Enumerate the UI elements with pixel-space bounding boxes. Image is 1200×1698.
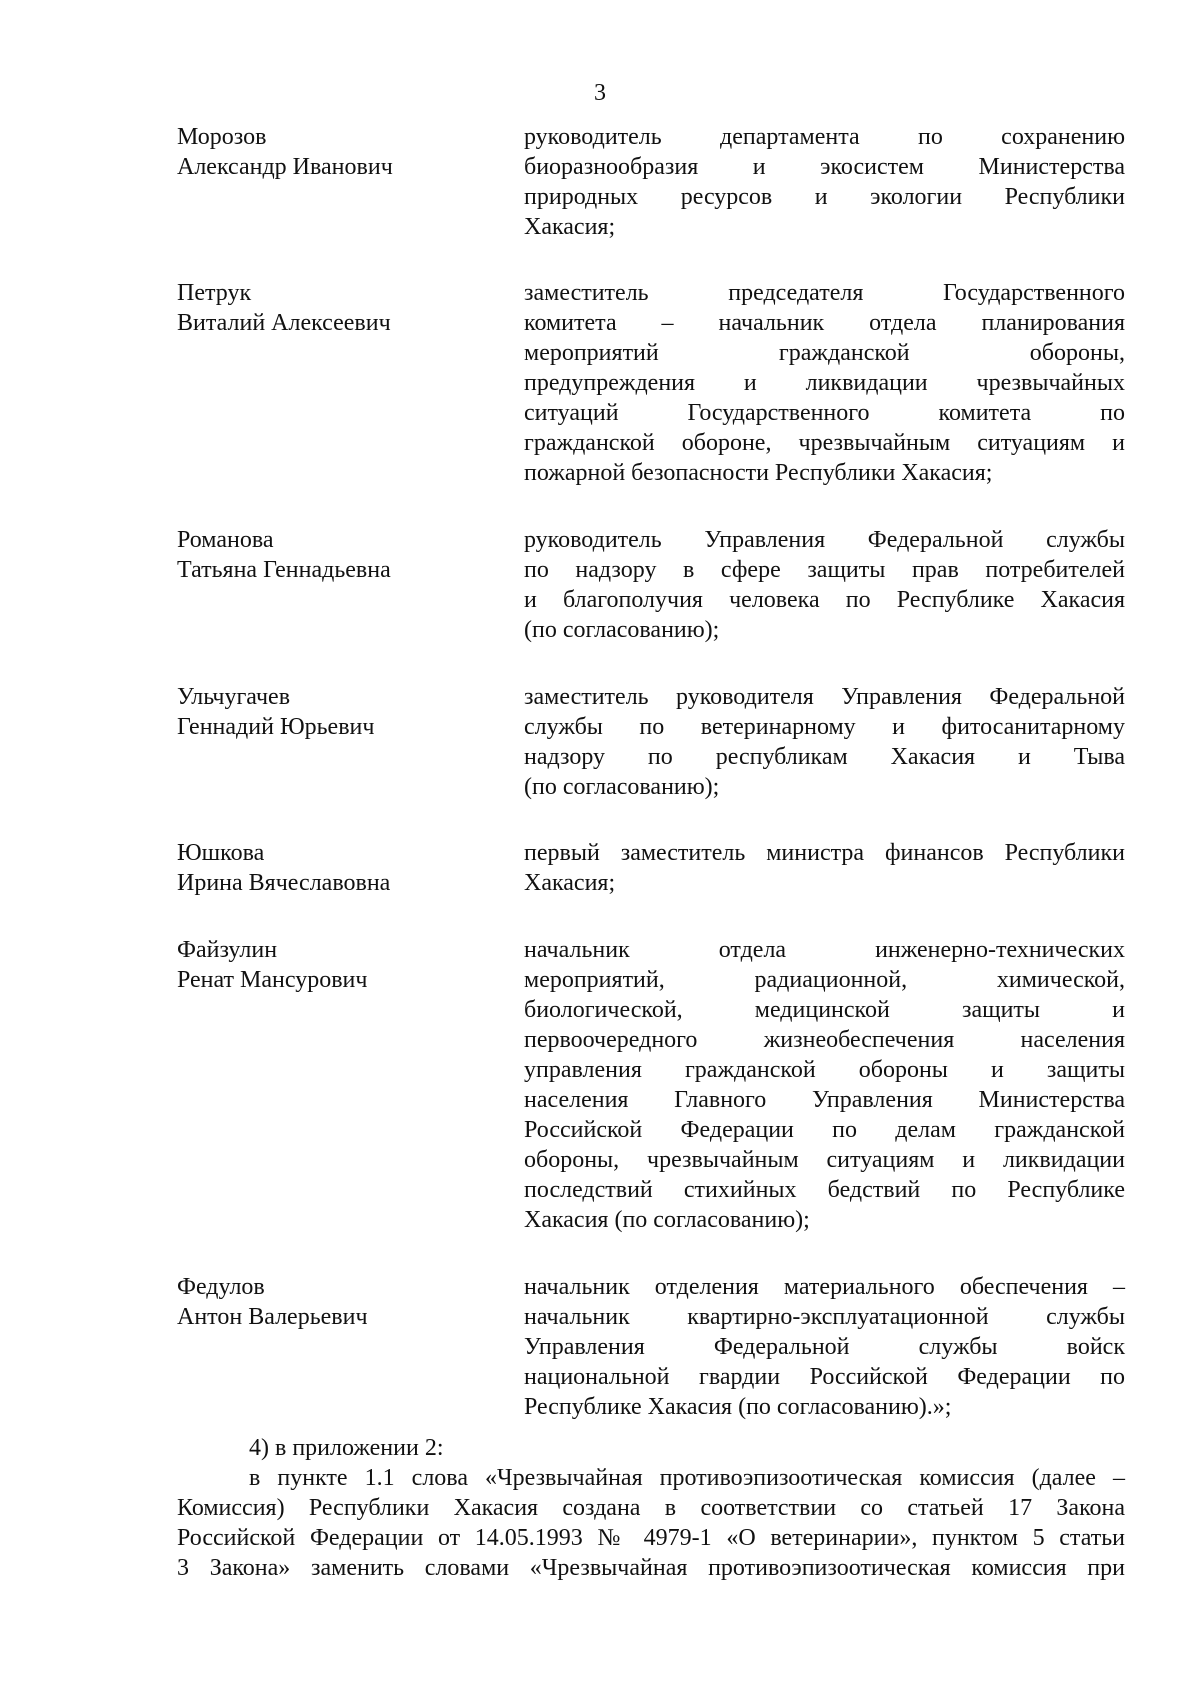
member-surname: Романова (177, 527, 274, 553)
member-name (177, 838, 507, 898)
position-line: начальник отделения материального обеспечения – (524, 1274, 1125, 1300)
position-line: природных ресурсов и экологии Республики (524, 184, 1125, 210)
member-given-names: Геннадий Юрьевич (177, 714, 375, 740)
position-line: заместитель председателя Государственного (524, 280, 1125, 306)
position-line: гражданской обороне, чрезвычайным ситуациям и (524, 430, 1125, 456)
position-line: по надзору в сфере защиты прав потребителей (524, 557, 1125, 583)
member-name (177, 935, 507, 995)
member-name (177, 682, 507, 742)
position-line: населения Главного Управления Министерства (524, 1087, 1125, 1113)
member-position (524, 935, 1125, 1235)
member-surname: Файзулин (177, 937, 278, 963)
position-line: Управления Федеральной службы войск (524, 1334, 1125, 1360)
clause-line: в пункте 1.1 слова «Чрезвычайная противоэпизоотическая комиссия (далее – (249, 1465, 1125, 1491)
position-line: предупреждения и ликвидации чрезвычайных (524, 370, 1125, 396)
position-line: службы по ветеринарному и фитосанитарному (524, 714, 1125, 740)
member-name (177, 278, 507, 338)
member-given-names: Ренат Мансурович (177, 967, 368, 993)
clause-line: Комиссия) Республики Хакасия создана в соответствии со статьей 17 Закона (177, 1495, 1125, 1521)
page-number: 3 (594, 80, 606, 106)
position-line: биологической, медицинской защиты и (524, 997, 1125, 1023)
position-line: пожарной безопасности Республики Хакасия; (524, 460, 993, 486)
position-line: биоразнообразия и экосистем Министерства (524, 154, 1125, 180)
position-line: надзору по республикам Хакасия и Тыва (524, 744, 1125, 770)
member-name (177, 1272, 507, 1332)
member-given-names: Виталий Алексеевич (177, 310, 391, 336)
member-position (524, 525, 1125, 645)
position-line: начальник отдела инженерно-технических (524, 937, 1125, 963)
position-line: начальник квартирно-эксплуатационной службы (524, 1304, 1125, 1330)
position-line: национальной гвардии Российской Федерации по (524, 1364, 1125, 1390)
position-line: мероприятий гражданской обороны, (524, 340, 1125, 366)
member-given-names: Ирина Вячеславовна (177, 870, 391, 896)
member-given-names: Антон Валерьевич (177, 1304, 368, 1330)
member-surname: Ульчугачев (177, 684, 291, 710)
position-line: управления гражданской обороны и защиты (524, 1057, 1125, 1083)
position-line: (по согласованию); (524, 774, 720, 800)
position-line: мероприятий, радиационной, химической, (524, 967, 1125, 993)
position-line: последствий стихийных бедствий по Республике (524, 1177, 1125, 1203)
position-line: Хакасия; (524, 870, 616, 896)
member-name (177, 525, 507, 585)
position-line: и благополучия человека по Республике Хакасия (524, 587, 1125, 613)
member-name (177, 122, 507, 182)
position-line: Хакасия; (524, 214, 616, 240)
position-line: Республике Хакасия (по согласованию).»; (524, 1394, 952, 1420)
clause-body (177, 1463, 1125, 1583)
member-position (524, 682, 1125, 802)
member-position (524, 122, 1125, 242)
member-position (524, 1272, 1125, 1422)
position-line: обороны, чрезвычайным ситуациям и ликвидации (524, 1147, 1125, 1173)
position-line: руководитель Управления Федеральной службы (524, 527, 1125, 553)
member-position (524, 278, 1125, 488)
member-surname: Федулов (177, 1274, 265, 1300)
position-line: Хакасия (по согласованию); (524, 1207, 810, 1233)
clause-line: 3 Закона» заменить словами «Чрезвычайная противоэпизоотическая комиссия при (177, 1555, 1125, 1581)
clause-heading: 4) в приложении 2: (249, 1435, 444, 1461)
position-line: заместитель руководителя Управления Федеральной (524, 684, 1125, 710)
position-line: первый заместитель министра финансов Республики (524, 840, 1125, 866)
member-position (524, 838, 1125, 898)
position-line: Российской Федерации по делам гражданской (524, 1117, 1125, 1143)
member-surname: Морозов (177, 124, 267, 150)
position-line: комитета – начальник отдела планирования (524, 310, 1125, 336)
member-surname: Петрук (177, 280, 252, 306)
position-line: (по согласованию); (524, 617, 720, 643)
member-given-names: Татьяна Геннадьевна (177, 557, 391, 583)
clause-line: Российской Федерации от 14.05.1993 № 4979-1 «О ветеринарии», пунктом 5 статьи (177, 1525, 1125, 1551)
position-line: ситуаций Государственного комитета по (524, 400, 1125, 426)
position-line: руководитель департамента по сохранению (524, 124, 1125, 150)
position-line: первоочередного жизнеобеспечения населения (524, 1027, 1125, 1053)
member-given-names: Александр Иванович (177, 154, 393, 180)
member-surname: Юшкова (177, 840, 265, 866)
